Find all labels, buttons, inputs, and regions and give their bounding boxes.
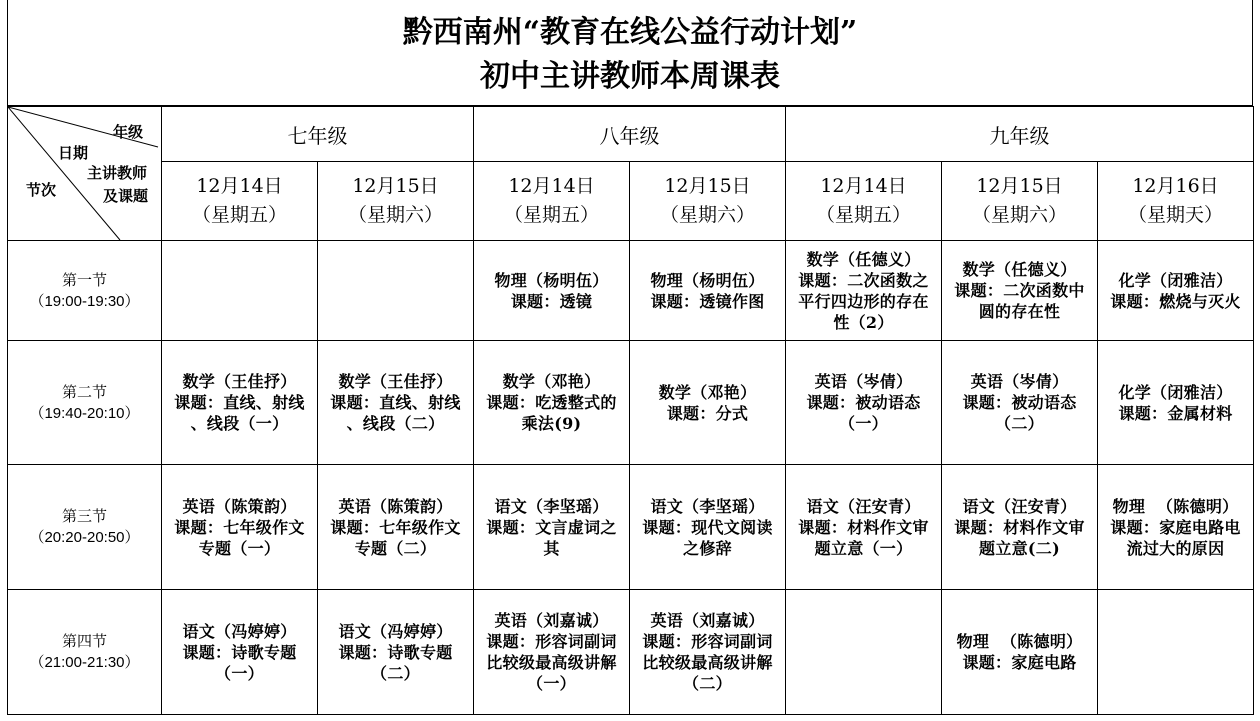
course-cell: [942, 241, 1098, 341]
course-cell: [1098, 590, 1254, 715]
date-label: 12月14日: [820, 175, 907, 197]
weekday-label: （星期六）: [971, 204, 1067, 226]
course-topic-line: 课题：家庭电路电: [1110, 517, 1241, 537]
period-label: 第三节: [61, 508, 107, 525]
period-cell: [8, 465, 162, 590]
course-topic-line: 课题：金属材料: [1118, 403, 1233, 423]
period-cell: [8, 341, 162, 465]
course-topic-line: 、线段（二）: [346, 414, 445, 433]
course-subject-teacher: 数学（王佳抒）: [338, 372, 453, 391]
course-subject-teacher: 物理 （陈德明）: [956, 632, 1083, 651]
period-time: （19:00-19:30）: [29, 292, 140, 310]
date-header-cell: [162, 162, 318, 241]
course-cell: [162, 590, 318, 715]
course-cell: [786, 241, 942, 341]
period-row: [8, 465, 1254, 590]
period-time: （19:40-20:10）: [29, 404, 140, 422]
course-topic-line: 课题：七年级作文: [330, 517, 461, 537]
course-topic-line: 专题（二）: [354, 538, 437, 558]
course-subject-teacher: 语文（汪安青）: [962, 496, 1077, 516]
course-topic-line: 课题：透镜: [510, 291, 593, 311]
course-subject-teacher: 数学（邓艳）: [502, 372, 601, 391]
date-header-row: [8, 162, 1254, 241]
course-cell: [630, 590, 786, 715]
corner-teacher-label: 主讲教师: [87, 164, 148, 182]
course-topic-line: 课题：形容词副词: [486, 632, 617, 651]
course-topic-line: 比较级最高级讲解: [486, 653, 617, 672]
date-header-cell: [630, 162, 786, 241]
weekday-label: （星期五）: [503, 204, 599, 226]
course-subject-teacher: 化学（闭雅洁）: [1118, 270, 1233, 290]
course-topic-line: 课题：被动语态: [806, 393, 921, 412]
course-topic-line: 圆的存在性: [978, 302, 1061, 321]
course-subject-teacher: 英语（岑倩）: [970, 372, 1069, 391]
course-topic-line: 课题：文言虚词之: [486, 517, 617, 537]
date-header-cell: [942, 162, 1098, 241]
course-topic-line: 课题：直线、射线: [174, 393, 305, 412]
course-cell: [786, 465, 942, 590]
corner-date-label: 日期: [58, 144, 89, 162]
course-topic-line: 专题（一）: [198, 538, 281, 558]
corner-grade-label: 年级: [113, 123, 144, 141]
period-time: （20:20-20:50）: [29, 529, 140, 546]
course-topic-line: 比较级最高级讲解: [642, 653, 773, 672]
weekday-label: （星期五）: [815, 204, 911, 226]
course-topic-line: 课题：分式: [666, 403, 749, 423]
page-subtitle: 初中主讲教师本周课表: [480, 59, 780, 94]
course-subject-teacher: 物理（杨明伍）: [650, 270, 765, 290]
course-cell: [474, 341, 630, 465]
course-topic-line: 、线段（一）: [190, 414, 289, 433]
course-topic-line: 乘法(9): [521, 414, 582, 433]
corner-topic-label: 及课题: [103, 187, 149, 205]
course-cell: [1098, 465, 1254, 590]
course-topic-line: 课题：材料作文审: [798, 517, 929, 537]
course-cell: [162, 241, 318, 341]
course-topic-line: （二）: [683, 674, 732, 693]
course-cell: [162, 341, 318, 465]
course-topic-line: 平行四边形的存在: [798, 291, 929, 311]
date-header-cell: [1098, 162, 1254, 241]
course-subject-teacher: 物理（杨明伍）: [494, 270, 609, 290]
course-cell: [786, 341, 942, 465]
course-topic-line: 课题：燃烧与灭火: [1110, 291, 1241, 311]
course-topic-line: 课题：诗歌专题: [338, 642, 453, 662]
course-topic-line: 课题：被动语态: [962, 393, 1077, 412]
course-topic-line: （二）: [995, 414, 1044, 433]
course-subject-teacher: 物理 （陈德明）: [1112, 496, 1239, 516]
course-cell: [474, 241, 630, 341]
course-topic-line: 其: [543, 538, 560, 558]
date-label: 12月15日: [976, 175, 1063, 197]
date-label: 12月15日: [352, 175, 439, 197]
course-topic-line: 题立意(二): [979, 538, 1060, 558]
course-cell: [630, 465, 786, 590]
date-label: 12月14日: [508, 175, 595, 197]
course-cell: [942, 341, 1098, 465]
grade-header-row: [8, 107, 1254, 162]
course-subject-teacher: 英语（岑倩）: [814, 372, 913, 391]
schedule-table: [7, 106, 1254, 715]
course-cell: [630, 341, 786, 465]
course-topic-line: （一）: [839, 414, 888, 433]
course-subject-teacher: 英语（刘嘉诚）: [494, 611, 609, 630]
period-row: [8, 341, 1254, 465]
course-topic-line: 课题：直线、射线: [330, 393, 461, 412]
date-header-cell: [786, 162, 942, 241]
course-subject-teacher: 数学（任德义）: [962, 260, 1077, 279]
course-topic-line: 性（2）: [833, 312, 894, 332]
course-topic-line: 课题：七年级作文: [174, 517, 305, 537]
period-time: （21:00-21:30）: [29, 654, 140, 671]
course-topic-line: 课题：材料作文审: [954, 517, 1085, 537]
course-cell: [1098, 341, 1254, 465]
course-subject-teacher: 数学（任德义）: [806, 249, 921, 269]
course-topic-line: 课题：现代文阅读: [642, 517, 773, 537]
course-subject-teacher: 数学（王佳抒）: [182, 372, 297, 391]
course-subject-teacher: 语文（李坚瑶）: [650, 496, 765, 516]
course-topic-line: （一）: [527, 674, 576, 693]
period-cell: [8, 590, 162, 715]
weekday-label: （星期六）: [659, 204, 755, 226]
course-topic-line: 课题：二次函数之: [798, 270, 929, 290]
course-subject-teacher: 化学（闭雅洁）: [1118, 382, 1233, 402]
course-topic-line: 题立意（一）: [814, 538, 913, 558]
course-cell: [630, 241, 786, 341]
grade-header-8: 八年级: [474, 107, 786, 162]
course-cell: [162, 465, 318, 590]
date-label: 12月14日: [196, 175, 283, 197]
course-cell: [942, 465, 1098, 590]
course-topic-line: （二）: [371, 663, 420, 683]
corner-period-label: 节次: [26, 181, 57, 199]
course-cell: [474, 590, 630, 715]
course-topic-line: （一）: [215, 663, 264, 683]
period-label: 第一节: [61, 271, 107, 289]
course-topic-line: 课题：诗歌专题: [182, 642, 297, 662]
course-subject-teacher: 英语（刘嘉诚）: [650, 611, 765, 630]
period-cell: [8, 241, 162, 341]
page-title: 黔西南州“教育在线公益行动计划”: [402, 15, 858, 50]
course-subject-teacher: 语文（李坚瑶）: [494, 496, 609, 516]
course-topic-line: 课题：二次函数中: [954, 281, 1085, 300]
course-subject-teacher: 语文（冯婷婷）: [338, 621, 453, 641]
course-topic-line: 课题：形容词副词: [642, 632, 773, 651]
weekday-label: （星期六）: [347, 204, 443, 226]
date-header-cell: [318, 162, 474, 241]
course-subject-teacher: 语文（汪安青）: [806, 496, 921, 516]
course-topic-line: 课题：家庭电路: [962, 653, 1077, 672]
course-topic-line: 课题：吃透整式的: [486, 393, 617, 412]
course-subject-teacher: 数学（邓艳）: [658, 382, 757, 402]
course-topic-line: 课题：透镜作图: [650, 291, 765, 311]
course-topic-line: 流过大的原因: [1126, 538, 1225, 558]
course-cell: [786, 590, 942, 715]
period-row: [8, 590, 1254, 715]
course-cell: [318, 590, 474, 715]
course-cell: [318, 341, 474, 465]
weekday-label: （星期五）: [191, 204, 287, 226]
title-box: [7, 0, 1253, 106]
grade-header-9: 九年级: [786, 107, 1254, 162]
course-cell: [318, 465, 474, 590]
grade-header-7: 七年级: [162, 107, 474, 162]
period-label: 第二节: [61, 383, 107, 401]
course-subject-teacher: 英语（陈策韵）: [338, 496, 453, 516]
course-cell: [318, 241, 474, 341]
date-label: 12月16日: [1132, 175, 1219, 197]
course-subject-teacher: 英语（陈策韵）: [182, 496, 297, 516]
weekday-label: （星期天）: [1127, 204, 1223, 226]
course-topic-line: 之修辞: [683, 538, 732, 558]
course-subject-teacher: 语文（冯婷婷）: [182, 621, 297, 641]
date-header-cell: [474, 162, 630, 241]
course-cell: [474, 465, 630, 590]
date-label: 12月15日: [664, 175, 751, 197]
course-cell: [1098, 241, 1254, 341]
corner-header-cell: [8, 107, 162, 241]
course-cell: [942, 590, 1098, 715]
period-label: 第四节: [61, 633, 107, 650]
period-row: [8, 241, 1254, 341]
